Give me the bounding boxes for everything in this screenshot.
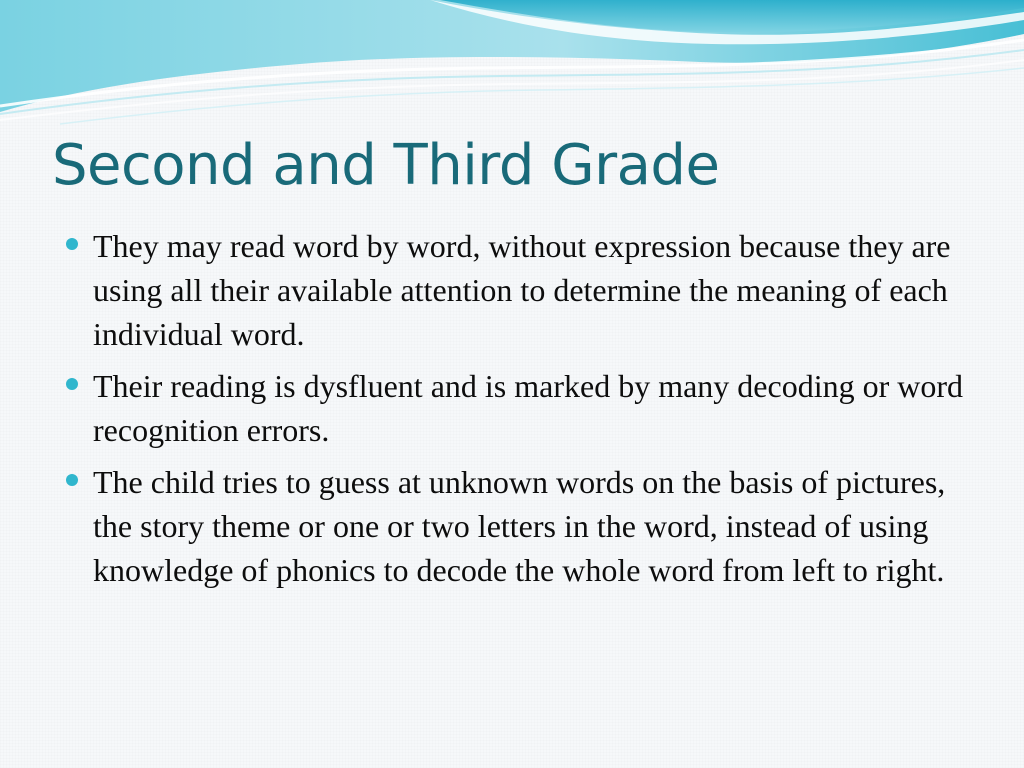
bullet-list: [62, 224, 972, 600]
bullet-dot-icon: [66, 474, 78, 486]
slide-title: Second and Third Grade: [52, 133, 720, 198]
bullet-text: Their reading is dysfluent and is marked by many decoding or word recognition errors.: [93, 368, 963, 448]
bullet-item: [62, 460, 972, 592]
bullet-dot-icon: [66, 378, 78, 390]
bullet-item: [62, 364, 972, 452]
bullet-text: The child tries to guess at unknown words on the basis of pictures, the story theme or one or two letters in the word, instead of using knowledge of phonics to decode the whole word from left to right.: [93, 464, 946, 588]
decorative-wave-header: [0, 0, 1024, 125]
bullet-text: They may read word by word, without expression because they are using all their available attention to determine the meaning of each individual word.: [93, 228, 951, 352]
bullet-dot-icon: [66, 238, 78, 250]
bullet-item: [62, 224, 972, 356]
